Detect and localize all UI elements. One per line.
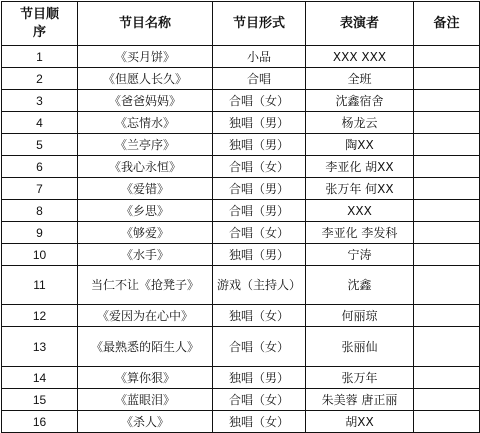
row-note [414, 134, 480, 156]
row-performer: 宁涛 [306, 244, 414, 266]
row-performer: XXX XXX [306, 46, 414, 68]
table-row [2, 90, 480, 112]
row-name: 《买月饼》 [78, 46, 213, 68]
row-name: 《蓝眼泪》 [78, 389, 213, 411]
row-name: 《爱错》 [78, 178, 213, 200]
row-form: 独唱（男） [213, 244, 306, 266]
row-performer: 朱美蓉 唐正丽 [306, 389, 414, 411]
row-performer: 张万年 何XX [306, 178, 414, 200]
row-form: 合唱（女） [213, 389, 306, 411]
row-note [414, 200, 480, 222]
table-row [2, 305, 480, 327]
row-note [414, 266, 480, 305]
row-form: 合唱 [213, 68, 306, 90]
row-performer: XXX [306, 200, 414, 222]
row-index: 3 [2, 90, 78, 112]
row-note [414, 112, 480, 134]
row-index: 9 [2, 222, 78, 244]
row-note [414, 90, 480, 112]
row-name: 《算你狠》 [78, 367, 213, 389]
row-performer: 沈鑫 [306, 266, 414, 305]
table-row [2, 178, 480, 200]
row-index: 2 [2, 68, 78, 90]
row-name: 《最熟悉的陌生人》 [78, 327, 213, 367]
header-index: 节目顺序 [2, 2, 78, 46]
row-note [414, 46, 480, 68]
table-row [2, 367, 480, 389]
row-name: 《杀人》 [78, 411, 213, 433]
table-row [2, 68, 480, 90]
row-index: 10 [2, 244, 78, 266]
table-row [2, 222, 480, 244]
row-index: 6 [2, 156, 78, 178]
row-form: 独唱（女） [213, 411, 306, 433]
row-form: 合唱（女） [213, 327, 306, 367]
row-form: 小品 [213, 46, 306, 68]
row-performer: 何丽琼 [306, 305, 414, 327]
row-note [414, 178, 480, 200]
table-row [2, 46, 480, 68]
row-index: 14 [2, 367, 78, 389]
row-form: 合唱（男） [213, 200, 306, 222]
table-row [2, 266, 480, 305]
row-name: 《水手》 [78, 244, 213, 266]
row-index: 1 [2, 46, 78, 68]
row-performer: 张万年 [306, 367, 414, 389]
header-row [2, 2, 480, 46]
row-performer: 胡XX [306, 411, 414, 433]
table-row [2, 327, 480, 367]
row-name: 《我心永恒》 [78, 156, 213, 178]
header-form: 节目形式 [213, 2, 306, 46]
row-form: 独唱（男） [213, 367, 306, 389]
table-row [2, 411, 480, 433]
row-performer: 李亚化 李发科 [306, 222, 414, 244]
row-note [414, 411, 480, 433]
row-name: 《但愿人长久》 [78, 68, 213, 90]
table-row [2, 244, 480, 266]
row-form: 独唱（女） [213, 305, 306, 327]
row-form: 合唱（女） [213, 90, 306, 112]
row-name: 《够爱》 [78, 222, 213, 244]
row-form: 合唱（女） [213, 156, 306, 178]
row-name: 《忘情水》 [78, 112, 213, 134]
row-form: 独唱（男） [213, 134, 306, 156]
row-performer: 杨龙云 [306, 112, 414, 134]
row-note [414, 305, 480, 327]
table-row [2, 134, 480, 156]
row-index: 8 [2, 200, 78, 222]
header-performer: 表演者 [306, 2, 414, 46]
row-note [414, 389, 480, 411]
row-index: 13 [2, 327, 78, 367]
row-index: 4 [2, 112, 78, 134]
table-row [2, 112, 480, 134]
table-row [2, 156, 480, 178]
row-name: 《爱因为在心中》 [78, 305, 213, 327]
row-form: 游戏（主持人） [213, 266, 306, 305]
row-note [414, 222, 480, 244]
row-note [414, 156, 480, 178]
table-row [2, 389, 480, 411]
row-form: 合唱（女） [213, 222, 306, 244]
row-note [414, 367, 480, 389]
header-note: 备注 [414, 2, 480, 46]
table-row [2, 200, 480, 222]
row-name: 《爸爸妈妈》 [78, 90, 213, 112]
row-index: 11 [2, 266, 78, 305]
row-note [414, 327, 480, 367]
header-name: 节目名称 [78, 2, 213, 46]
row-form: 独唱（男） [213, 112, 306, 134]
row-note [414, 244, 480, 266]
row-index: 15 [2, 389, 78, 411]
row-index: 7 [2, 178, 78, 200]
row-performer: 沈鑫宿舍 [306, 90, 414, 112]
row-index: 16 [2, 411, 78, 433]
row-name: 《兰亭序》 [78, 134, 213, 156]
row-performer: 陶XX [306, 134, 414, 156]
row-performer: 全班 [306, 68, 414, 90]
row-note [414, 68, 480, 90]
row-name: 《乡思》 [78, 200, 213, 222]
row-index: 5 [2, 134, 78, 156]
program-table [1, 1, 480, 433]
row-index: 12 [2, 305, 78, 327]
row-performer: 李亚化 胡XX [306, 156, 414, 178]
row-form: 合唱（男） [213, 178, 306, 200]
row-name: 当仁不让《抢凳子》 [78, 266, 213, 305]
row-performer: 张丽仙 [306, 327, 414, 367]
